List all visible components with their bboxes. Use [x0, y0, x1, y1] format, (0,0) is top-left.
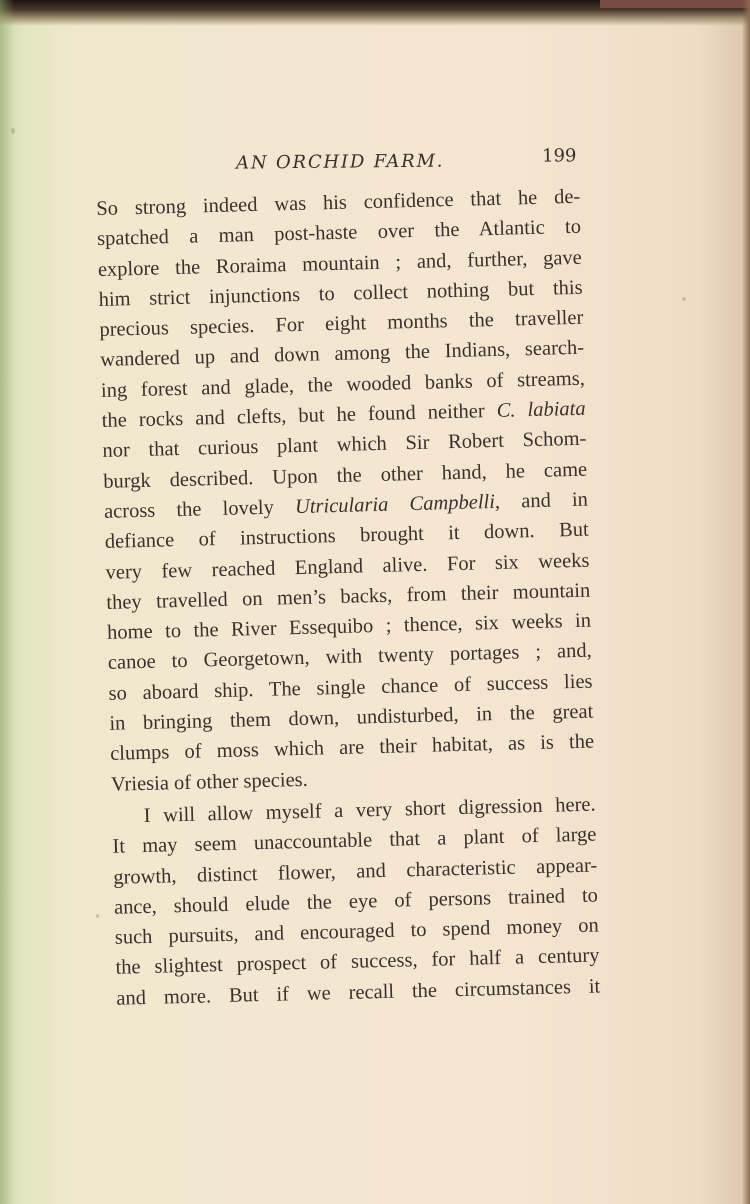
page-right-edge: [742, 0, 750, 1204]
text-line: and more. But if we recall the circumstances it: [116, 975, 601, 1010]
text-line: canoe to Georgetown, with twenty portages ; and,: [107, 640, 593, 675]
cover-edge: [600, 0, 750, 8]
paragraph-1: [96, 182, 595, 800]
text-line: so aboard ship. The single chance of success lies: [108, 670, 593, 705]
species-name: Utricularia Campbelli,: [294, 490, 501, 519]
text-span: the rocks and clefts, but he found neither: [101, 400, 497, 433]
text-line: defiance of instructions brought it down. But: [104, 518, 589, 554]
text-line: they travelled on men’s backs, from their mountain: [106, 579, 591, 614]
text-line: in bringing them down, undisturbed, in the great: [109, 700, 594, 735]
text-span: and in: [499, 488, 589, 513]
text-line: the slightest prospect of success, for half a century: [115, 944, 600, 980]
text-line: wandered up and down among the Indians, search-: [99, 337, 585, 372]
text-line: ance, should elude the eye of persons trained to: [113, 884, 599, 919]
text-line: So strong indeed was his confidence that he de-: [96, 185, 581, 220]
body-text: [96, 182, 601, 1014]
text-line: I will allow myself a very short digression here.: [143, 793, 596, 827]
paper-spot: [96, 914, 99, 918]
text-line: nor that curious plant which Sir Robert Schom-: [102, 428, 587, 463]
text-line: spatched a man post-haste over the Atlantic to: [96, 216, 582, 251]
text-span: across the lovely: [103, 496, 296, 523]
text-line: precious species. For eight months the traveller: [99, 306, 584, 342]
text-line: explore the Roraima mountain ; and, further, gave: [97, 246, 583, 281]
text-line: Vriesia of other species.: [110, 768, 309, 796]
text-line: burgk described. Upon the other hand, he came: [103, 458, 588, 493]
page-number: 199: [541, 145, 577, 167]
running-head: AN ORCHID FARM.: [236, 150, 445, 174]
text-line: him strict injunctions to collect nothing but this: [98, 276, 583, 311]
paper-spot: [682, 297, 686, 301]
paragraph-2: [111, 789, 600, 1013]
species-name: C. labiata: [496, 397, 586, 423]
text-line: ing forest and glade, the wooded banks of streams,: [100, 367, 586, 402]
paper-spot: [11, 128, 15, 134]
text-line: home to the River Essequibo ; thence, six weeks in: [106, 609, 592, 645]
text-line: growth, distinct flower, and characteristic appear-: [113, 854, 598, 889]
text-line: clumps of moss which are their habitat, as is the: [109, 730, 595, 766]
text-line: such pursuits, and encouraged to spend money on: [114, 914, 599, 949]
text-line: It may seem unaccountable that a plant of large: [112, 823, 597, 859]
text-line: very few reached England alive. For six weeks: [105, 549, 590, 584]
page-gutter-shade: [0, 0, 14, 1204]
page-header: [90, 145, 580, 180]
